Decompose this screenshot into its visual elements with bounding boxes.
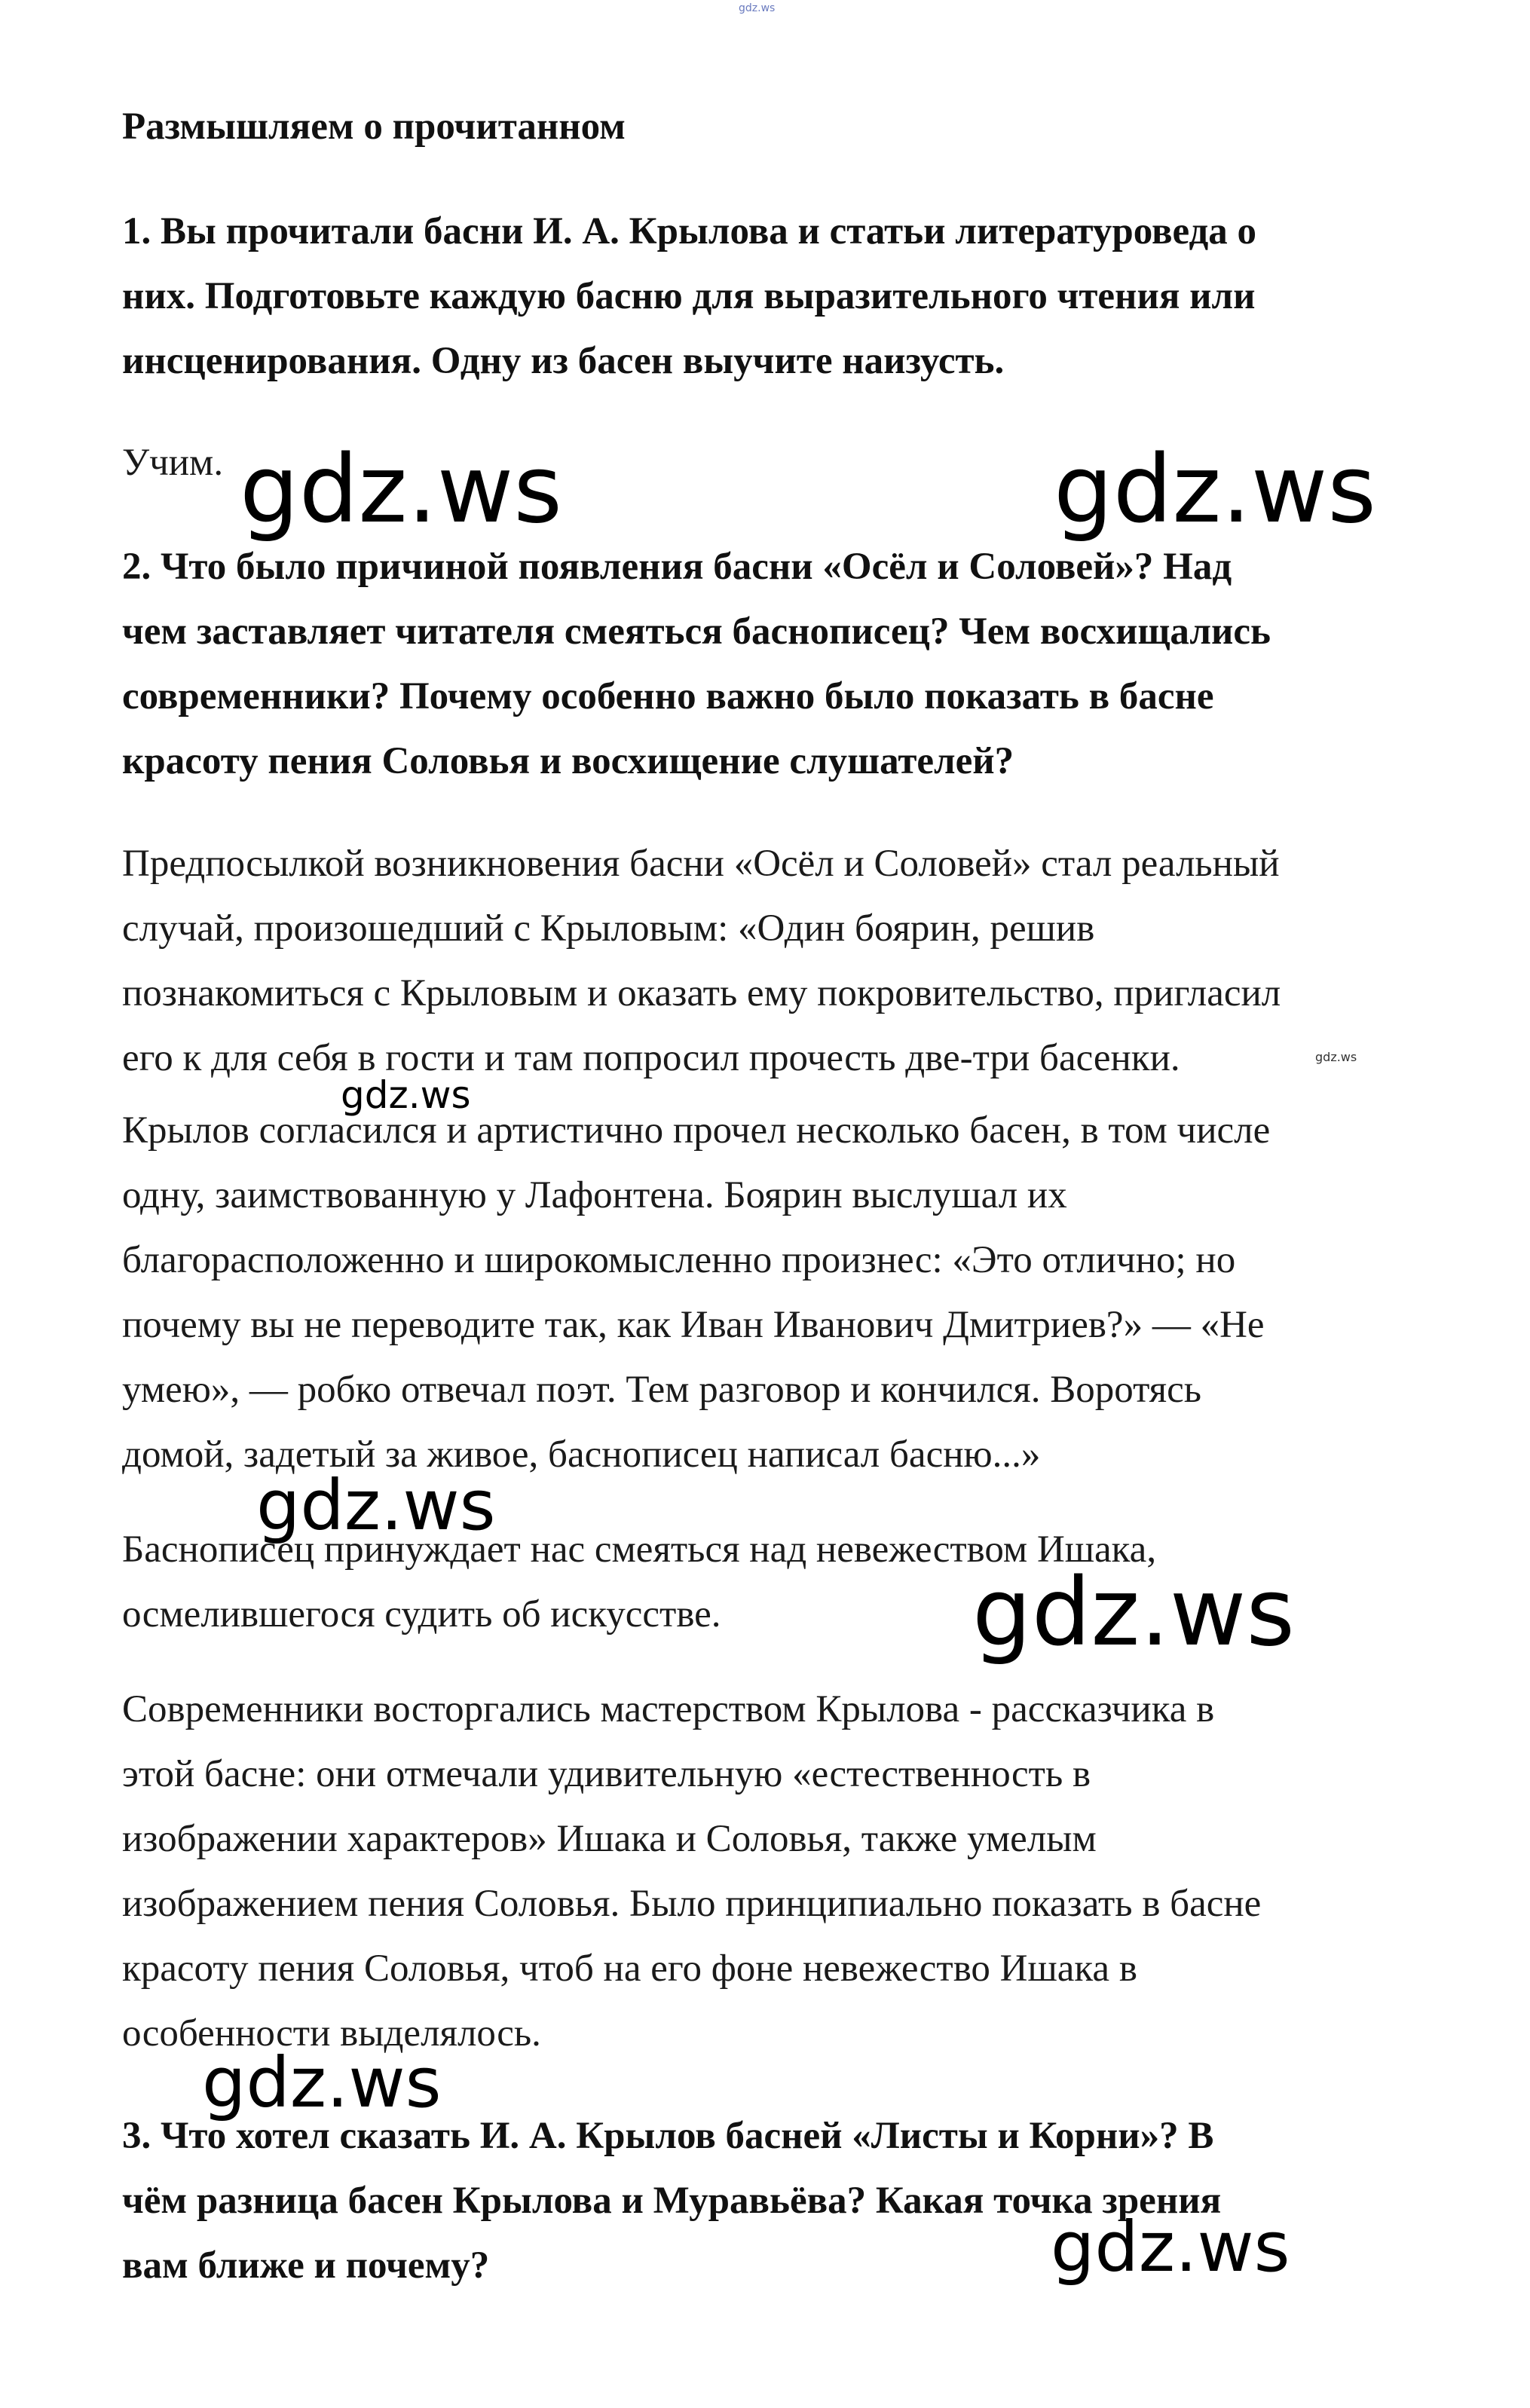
answer-2-p2-line-2: осмелившегося судить об искусстве. [122, 1593, 721, 1635]
answer-2-p3-line-3: изображении характеров» Ишака и Соловья, также умелым [122, 1818, 1097, 1860]
answer-1: Учим. [122, 442, 224, 484]
answer-2-p3-line-6: особенности выделялось. [122, 2012, 541, 2055]
watermark-4: gdz.ws [1315, 1050, 1357, 1064]
question-1-line-3: инсценирования. Одну из басен выучите наизусть. [122, 340, 1005, 382]
question-1-line-1: 1. Вы прочитали басни И. А. Крылова и статьи литературоведа о [122, 210, 1257, 252]
watermark-3: gdz.ws [341, 1073, 471, 1117]
answer-2-p1-line-3: познакомиться с Крыловым и оказать ему покровительство, пригласил [122, 972, 1281, 1014]
answer-2-p1-line-7: благорасположенно и широкомысленно произнес: «Это отлично; но [122, 1239, 1236, 1281]
watermark-8: gdz.ws [1051, 2207, 1290, 2287]
answer-2-p3-line-2: этой басне: они отмечали удивительную «естественность в [122, 1753, 1091, 1795]
question-3-line-2: чём разница басен Крылова и Муравьёва? Какая точка зрения [122, 2180, 1222, 2222]
answer-2-p2-line-1: Баснописец принуждает нас смеяться над невежеством Ишака, [122, 1528, 1157, 1571]
question-1-line-2: них. Подготовьте каждую басню для выразительного чтения или [122, 275, 1256, 317]
watermark-5: gdz.ws [256, 1465, 496, 1546]
watermark-1: gdz.ws [240, 436, 562, 544]
question-2-line-2: чем заставляет читателя смеяться баснописец? Чем восхищались [122, 610, 1271, 653]
watermark-2: gdz.ws [1054, 436, 1376, 544]
answer-2-p1-line-2: случай, произошедший с Крыловым: «Один боярин, решив [122, 907, 1095, 950]
question-2-line-3: современники? Почему особенно важно было показать в басне [122, 675, 1214, 718]
answer-2-p1-line-8: почему вы не переводите так, как Иван Иванович Дмитриев?» — «Не [122, 1304, 1265, 1346]
answer-2-p1-line-9: умею», — робко отвечал поэт. Тем разговор и кончился. Воротясь [122, 1369, 1202, 1411]
answer-2-p1-line-10: домой, задетый за живое, баснописец написал басню...» [122, 1433, 1041, 1476]
section-heading: Размышляем о прочитанном [122, 106, 626, 148]
question-3-line-1: 3. Что хотел сказать И. А. Крылов басней «Листы и Корни»? В [122, 2115, 1214, 2157]
answer-2-p3-line-4: изображением пения Соловья. Было принципиально показать в басне [122, 1883, 1262, 1925]
answer-2-p1-line-4: его к для себя в гости и там попросил прочесть две-три басенки. [122, 1037, 1180, 1079]
question-2-line-4: красоту пения Соловья и восхищение слушателей? [122, 740, 1014, 782]
watermark-6: gdz.ws [972, 1559, 1295, 1667]
watermark-7: gdz.ws [202, 2042, 442, 2123]
question-3-line-3: вам ближе и почему? [122, 2244, 490, 2287]
answer-2-p1-line-5: Крылов согласился и артистично прочел несколько басен, в том числе [122, 1109, 1271, 1152]
answer-2-p3-line-5: красоту пения Соловья, чтоб на его фоне невежество Ишака в [122, 1948, 1137, 1990]
answer-2-p1-line-1: Предпосылкой возникновения басни «Осёл и Соловей» стал реальный [122, 843, 1280, 885]
answer-2-p1-line-6: одну, заимствованную у Лафонтена. Боярин выслушал их [122, 1174, 1067, 1216]
question-2-line-1: 2. Что было причиной появления басни «Осёл и Соловей»? Над [122, 546, 1232, 588]
answer-2-p3-line-1: Современники восторгались мастерством Крылова - рассказчика в [122, 1688, 1215, 1730]
watermark-top: gdz.ws [739, 2, 776, 14]
